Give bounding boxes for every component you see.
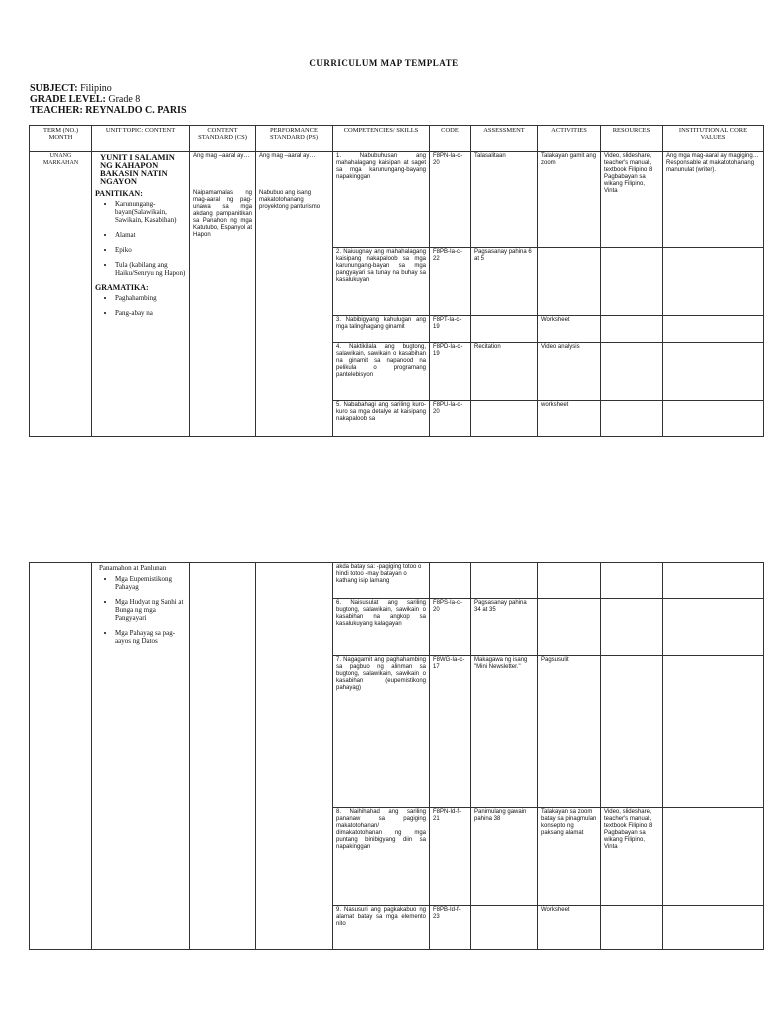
list-item: • Karunungang-bayan(Salawikain, Sawikain, Kasabihan)	[115, 200, 186, 224]
activities-cell: Video analysis	[538, 343, 601, 401]
teacher-value: REYNALDO C. PARIS	[85, 105, 187, 116]
resources-cell	[601, 248, 663, 316]
competency-cell: 4. Naktikilala ang bugtong, salawikain, sawikain o kasabihan na ginamit sa napanood na pelikula o programang pantelebisyon	[333, 343, 430, 401]
header-activities: ACTIVITIES	[538, 126, 601, 152]
table-row	[30, 152, 764, 248]
competency-cell: 8. Naihihahad ang sariling pananaw sa pagiging makatotohanan/ dimakatotohanan ng mga puntang binibigyang diin sa napakinggan	[333, 808, 430, 906]
values-cell	[663, 599, 764, 656]
assessment-cell	[471, 401, 538, 437]
content-standard-cell	[190, 563, 256, 950]
competency-cell: 9. Nasusuri ang pagkakabuo ng alamat batay sa mga elemento nito	[333, 906, 430, 950]
competency-cell: 2. Naiuugnay ang mahahalagang kaisipang nakapaloob sa mga karunungang-bayan sa mga pangyayari sa tunay na buhay sa kasalukuyan	[333, 248, 430, 316]
assessment-cell: Panimulang gawain pahina 38	[471, 808, 538, 906]
unit-title: YUNIT I SALAMIN NG KAHAPON BAKASIN NATIN NGAYON	[100, 152, 175, 186]
competency-cell: 3. Nabibigyang kahulugan ang mga talinghagang ginamit	[333, 316, 430, 343]
header-assessment: ASSESSMENT	[471, 126, 538, 152]
code-cell: F8WG-Ia-c-17	[430, 656, 471, 808]
header-code: CODE	[430, 126, 471, 152]
header-row	[30, 126, 764, 152]
code-cell	[430, 563, 471, 599]
values-cell	[663, 316, 764, 343]
competency-cell: 7. Nagagamit ang paghahambing sa pagbuo ng alinman sa bugtong, salawikain, sawikain o kasabihan (eupemistikong pahayag)	[333, 656, 430, 808]
code-cell: F8PB-Ia-c-22	[430, 248, 471, 316]
activities-cell: Talakayan sa zoom batay sa pinagmulan konsepto ng paksang alamat	[538, 808, 601, 906]
unit-topic-cell	[92, 563, 190, 950]
resources-cell: Video, slideshare, teacher's manual, textbook Filipino 8 Pagbabayan sa wikang Filipino, Vinta	[601, 152, 663, 248]
activities-cell: Pagsusulit	[538, 656, 601, 808]
code-cell: F8PB-Id-f-23	[430, 906, 471, 950]
unit-topic-cell	[92, 152, 190, 437]
code-cell: F8PS-Ia-c-20	[430, 599, 471, 656]
list-item: • Paghahambing	[115, 294, 186, 302]
competency-cell: akda batay sa: -pagiging totoo o hindi totoo -may batayan o kathang isip lamang	[333, 563, 430, 599]
code-cell: F8PT-Ia-c-19	[430, 316, 471, 343]
resources-cell	[601, 656, 663, 808]
document-title: CURRICULUM MAP TEMPLATE	[309, 58, 459, 68]
assessment-cell: Pagsasanay pahina 34 at 35	[471, 599, 538, 656]
header-values: INSTITUTIONAL CORE VALUES	[663, 126, 764, 152]
assessment-cell: Talasalitaan	[471, 152, 538, 248]
document-meta	[30, 83, 187, 116]
assessment-cell: Makagawa ng isang "Mini Newsletter."	[471, 656, 538, 808]
code-cell: F8PU-Ia-c-20	[430, 401, 471, 437]
resources-cell	[601, 906, 663, 950]
subject-label: SUBJECT:	[30, 83, 78, 94]
code-cell: F8PN-Ia-c-20	[430, 152, 471, 248]
teacher-label: TEACHER:	[30, 105, 83, 116]
resources-cell	[601, 599, 663, 656]
list-item: • Mga Eupemistikong Pahayag	[115, 575, 186, 591]
list-item: • Pang-abay na	[115, 309, 186, 317]
curriculum-table-page-2	[29, 562, 764, 950]
panitikan-list	[95, 200, 186, 277]
competency-cell: 5. Nababahagi ang sariling kuro-kuro sa mga detalye at kaisipang nakapaloob sa	[333, 401, 430, 437]
teacher-line	[30, 105, 187, 116]
content-standard-cell	[190, 152, 256, 437]
performance-standard-cell	[256, 152, 333, 437]
activities-cell	[538, 248, 601, 316]
table-row	[30, 563, 764, 599]
header-term: TERM (NO.) MONTH	[30, 126, 92, 152]
subject-line	[30, 83, 187, 94]
values-cell	[663, 563, 764, 599]
header-competencies: COMPETENCIES/ SKILLS	[333, 126, 430, 152]
header-unit: UNIT TOPIC: CONTENT	[92, 126, 190, 152]
list-item: • Alamat	[115, 231, 186, 239]
content-standard-intro: Ang mag –aaral ay…	[193, 153, 250, 159]
performance-standard-intro: Ang mag –aaral ay…	[259, 153, 316, 159]
competency-cell: 6. Naisusulat ang sariling bugtong, salawikain, sawikain o kasabihan na angkop sa kasalukuyang kalagayan	[333, 599, 430, 656]
resources-cell	[601, 343, 663, 401]
grade-label: GRADE LEVEL:	[30, 94, 106, 105]
values-cell	[663, 656, 764, 808]
activities-cell: Worksheet	[538, 906, 601, 950]
values-cell: Ang mga mag-aaral ay magiging… Responsable at makatotohanang manunulat (writer).	[663, 152, 764, 248]
list-item: • Tula (kabilang ang Haiku/Senryu ng Hapon)	[115, 261, 186, 277]
term-cell	[30, 563, 92, 950]
performance-standard-cell	[256, 563, 333, 950]
topic-list	[95, 575, 186, 645]
header-resources: RESOURCES	[601, 126, 663, 152]
performance-standard-text: Nabubuo ang isang makatotohanang proyektong panturismo	[259, 190, 321, 210]
term-cell: UNANG MARKAHAN	[30, 152, 92, 437]
resources-cell	[601, 401, 663, 437]
resources-cell: Video, slideshare, teacher's manual, textbook Filipino 8 Pagbabayan sa wikang Filipino, Vinta	[601, 808, 663, 906]
gramatika-list	[95, 294, 186, 317]
gramatika-label: GRAMATIKA:	[95, 283, 149, 292]
values-cell	[663, 808, 764, 906]
subject-value: Filipino	[80, 83, 112, 94]
activities-cell: Talakayan gamit ang zoom	[538, 152, 601, 248]
competency-cell: 1. Nabubuhusan ang mahahalagang kaisipan at saget sa mga karunungang-bayang napakinggan	[333, 152, 430, 248]
list-item: • Mga Pahayag sa pag-aayos ng Datos	[115, 629, 186, 645]
header-performance-standard: PERFORMANCE STANDARD (PS)	[256, 126, 333, 152]
header-content-standard: CONTENT STANDARD (CS)	[190, 126, 256, 152]
activities-cell	[538, 563, 601, 599]
assessment-cell: Recitation	[471, 343, 538, 401]
resources-cell	[601, 316, 663, 343]
grade-line	[30, 94, 187, 105]
continued-topic: Panamahon at Panlunan	[99, 564, 167, 572]
assessment-cell: Pagsasanay pahina 6 at 5	[471, 248, 538, 316]
code-cell: F8PD-Ia-c-19	[430, 343, 471, 401]
code-cell: F8PN-Id-f-21	[430, 808, 471, 906]
content-standard-text: Naipamamalas ng mag-aaral ng pag-unawa sa mga akdang pampanitikan sa Panahon ng mga Katutubo, Espanyol at Hapon	[193, 190, 252, 238]
assessment-cell	[471, 316, 538, 343]
values-cell	[663, 401, 764, 437]
activities-cell: worksheet	[538, 401, 601, 437]
values-cell	[663, 343, 764, 401]
panitikan-label: PANITIKAN:	[95, 189, 143, 198]
grade-value: Grade 8	[108, 94, 141, 105]
values-cell	[663, 906, 764, 950]
values-cell	[663, 248, 764, 316]
list-item: • Mga Hudyat ng Sanhi at Bunga ng mga Pangyayari	[115, 598, 186, 622]
assessment-cell	[471, 906, 538, 950]
activities-cell	[538, 599, 601, 656]
assessment-cell	[471, 563, 538, 599]
activities-cell: Worksheet	[538, 316, 601, 343]
list-item: • Epiko	[115, 246, 186, 254]
curriculum-table-page-1	[29, 125, 764, 437]
resources-cell	[601, 563, 663, 599]
